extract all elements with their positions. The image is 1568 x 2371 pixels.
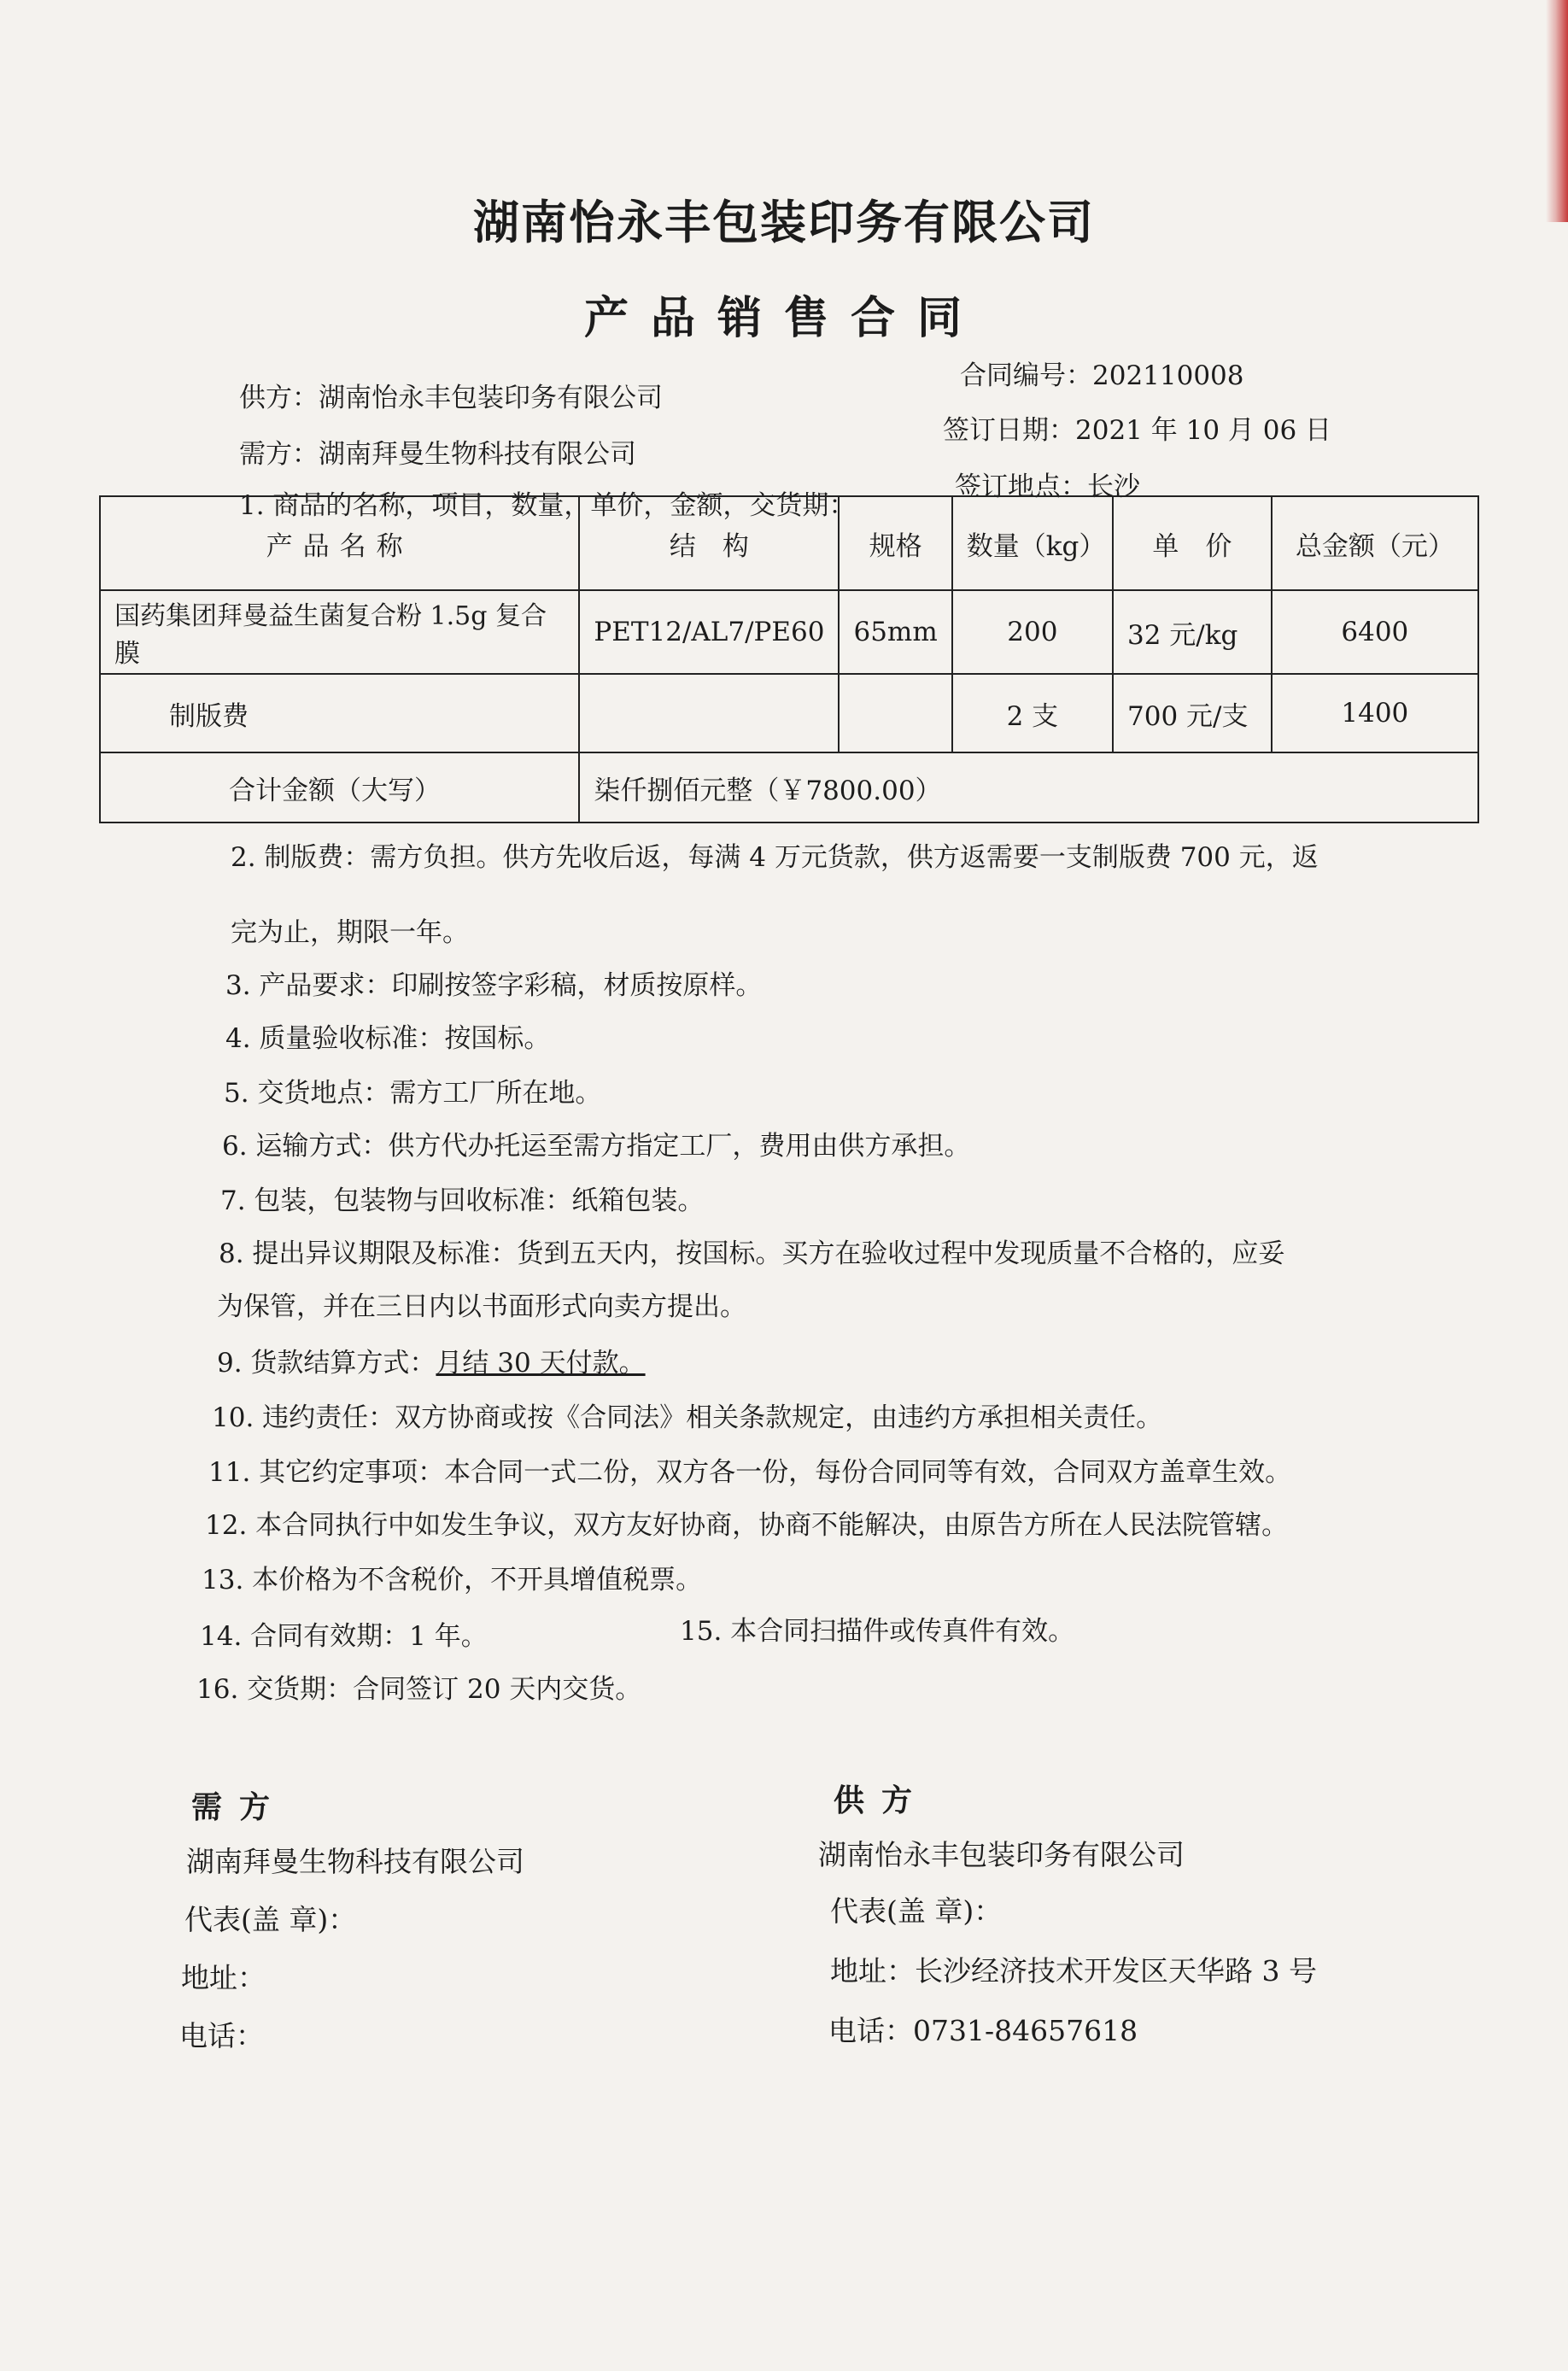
table-total-row [100, 752, 1478, 823]
clause-16: 16. 交货期：合同签订 20 天内交货。 [196, 1674, 642, 1705]
cell-spec: 65mm [839, 590, 951, 674]
cell-product: 制版费 [100, 674, 579, 752]
sign-place-value: 长沙 [1087, 471, 1140, 502]
header-unit-price: 单 价 [1113, 496, 1272, 590]
clause-4: 4. 质量验收标准：按国标。 [225, 1023, 551, 1054]
supplier-sign-phone: 电话：0731-84657618 [828, 2014, 1138, 2047]
supplier-label: 供方： [239, 383, 319, 413]
clause-9-prefix: 9. 货款结算方式： [217, 1348, 436, 1379]
clause-13: 13. 本价格为不含税价，不开具增值税票。 [202, 1565, 703, 1595]
contract-no-line [960, 354, 1244, 392]
contract-no-value: 202110008 [1092, 360, 1244, 391]
cell-product: 国药集团拜曼益生菌复合粉 1.5g 复合膜 [100, 590, 579, 674]
table-header-row [100, 496, 1478, 590]
supplier-sign-rep: 代表(盖 章)： [830, 1894, 1003, 1928]
clause-3: 3. 产品要求：印刷按签字彩稿，材质按原样。 [225, 970, 763, 1001]
supplier-sign-heading: 供方 [834, 1783, 930, 1818]
clause-11: 11. 其它约定事项：本合同一式二份，双方各一份，每份合同同等有效，合同双方盖章生效。 [208, 1457, 1292, 1488]
clause-10: 10. 违约责任：双方协商或按《合同法》相关条款规定，由违约方承担相关责任。 [212, 1402, 1163, 1433]
sign-date-value: 2021 年 10 月 06 日 [1075, 415, 1332, 446]
sign-date-label: 签订日期： [943, 415, 1075, 446]
header-quantity: 数量（kg） [952, 496, 1113, 590]
cell-unit-price: 32 元/kg [1113, 590, 1272, 674]
clause-15: 15. 本合同扫描件或传真件有效。 [680, 1616, 1075, 1647]
clause-14: 14. 合同有效期：1 年。 [200, 1621, 488, 1652]
sign-date-line [943, 408, 1331, 447]
header-spec: 规格 [839, 496, 951, 590]
clause-8-line2: 为保管，并在三日内以书面形式向卖方提出。 [217, 1291, 746, 1322]
total-value: 柒仟捌佰元整（￥7800.00） [579, 752, 1478, 823]
clause-5: 5. 交货地点：需方工厂所在地。 [224, 1078, 602, 1109]
contract-title: 产品销售合同 [583, 292, 984, 344]
buyer-sign-company: 湖南拜曼生物科技有限公司 [186, 1845, 524, 1878]
company-title: 湖南怡永丰包装印务有限公司 [473, 195, 1095, 249]
cell-total: 1400 [1272, 674, 1478, 752]
buyer-value: 湖南拜曼生物科技有限公司 [319, 439, 636, 470]
buyer-line [239, 432, 636, 471]
supplier-sign-company: 湖南怡永丰包装印务有限公司 [818, 1838, 1185, 1871]
items-table [99, 495, 1479, 823]
header-product-name: 产品名称 [100, 496, 579, 590]
section1-title: 1. 商品的名称，项目，数量，单价，金额，交货期： [239, 490, 856, 521]
cell-quantity: 200 [952, 590, 1113, 674]
clause-12: 12. 本合同执行中如发生争议，双方友好协商，协商不能解决，由原告方所在人民法院管辖。 [205, 1510, 1289, 1541]
clause-2-line2: 完为止，期限一年。 [231, 917, 469, 948]
cell-structure [579, 674, 839, 752]
buyer-sign-phone: 电话： [179, 2019, 264, 2052]
clause-8-line1: 8. 提出异议期限及标准：货到五天内，按国标。买方在验收过程中发现质量不合格的，应妥 [219, 1238, 1285, 1269]
clause-9-value: 月结 30 天付款。 [436, 1348, 646, 1379]
table-row [100, 590, 1478, 674]
sign-place-label: 签订地点： [955, 471, 1087, 502]
clause-9 [217, 1341, 646, 1379]
header-total: 总金额（元） [1272, 496, 1478, 590]
supplier-line [239, 376, 663, 414]
supplier-value: 湖南怡永丰包装印务有限公司 [319, 383, 663, 413]
cell-structure: PET12/AL7/PE60 [579, 590, 839, 674]
supplier-sign-address: 地址：长沙经济技术开发区天华路 3 号 [830, 1954, 1317, 1988]
buyer-sign-rep: 代表(盖 章)： [184, 1903, 357, 1936]
buyer-sign-address: 地址： [181, 1961, 266, 1994]
table-row [100, 674, 1478, 752]
total-label: 合计金额（大写） [100, 752, 579, 823]
clause-2-line1: 2. 制版费：需方负担。供方先收后返，每满 4 万元货款，供方返需要一支制版费 700 元，返 [231, 842, 1319, 873]
clause-6: 6. 运输方式：供方代办托运至需方指定工厂，费用由供方承担。 [222, 1131, 971, 1162]
cell-quantity: 2 支 [952, 674, 1113, 752]
contract-no-label: 合同编号： [960, 360, 1092, 391]
header-structure: 结 构 [579, 496, 839, 590]
clause-7: 7. 包装，包装物与回收标准：纸箱包装。 [220, 1186, 705, 1216]
cell-unit-price: 700 元/支 [1113, 674, 1272, 752]
cell-spec [839, 674, 951, 752]
buyer-label: 需方： [239, 439, 319, 470]
cell-total: 6400 [1272, 590, 1478, 674]
buyer-sign-heading: 需方 [191, 1789, 288, 1825]
